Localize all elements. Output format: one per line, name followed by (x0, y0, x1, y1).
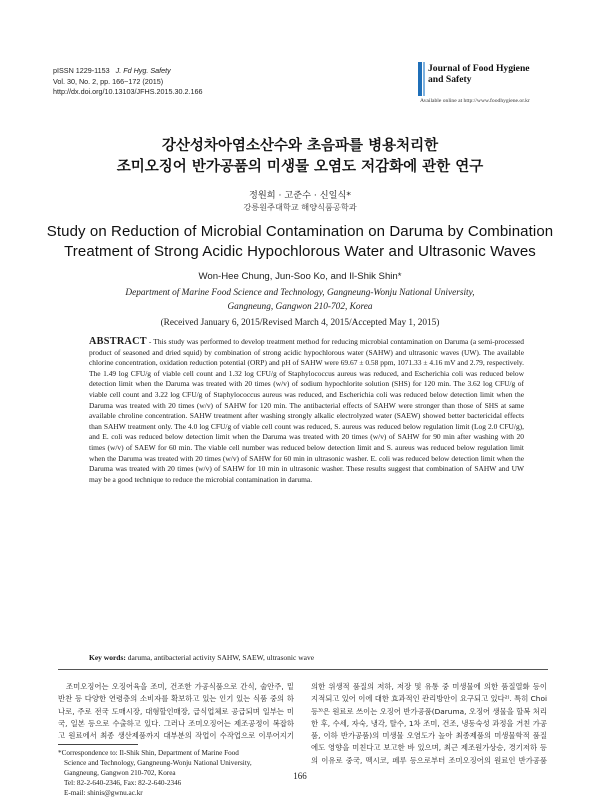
journal-logo-bar-light (423, 62, 425, 96)
journal-url[interactable]: Available online at http://www.foodhygiene.or.kr (420, 98, 530, 104)
english-affiliation-line2: Gangneung, Gangwon 210-702, Korea (227, 302, 373, 312)
journal-logo-bar (418, 62, 422, 96)
issn: pISSN 1229-1153 (53, 66, 110, 75)
body-left-column: 조미오징어는 오징어육을 조미, 건조한 가공식품으로 간식, 술안주, 밑반찬 등 다양한 연령층의 소비자를 확보하고 있는 인기 있는 식품 중의 하나로, 주로 전국 도매시장, 대형할인매장, 급식업체로 공급되며 일부는 미국, 일본 등으로 수출하고 있다. 그러나 조미오징어는 제조공정이 복잡하고 원료에서 최종 생산제품까지 대부분의 작업이 수작업으로 이루어지기 (58, 682, 294, 741)
footnote-email[interactable]: E-mail: shinis@gwnu.ac.kr (64, 789, 143, 797)
english-authors: Won-Hee Chung, Jun-Soo Ko, and Il-Shik Shin* (198, 271, 402, 282)
body-right-column: 의한 위생적 품질의 저하, 저장 및 유통 중 미생물에 의한 품질열화 등이 지적되고 있어 이에 대한 효과적인 관리방안이 요구되고 있다²⁾. 특히 Choi 등³⁾은 원료로 쓰이는 오징어 반가공품(Daruma, 오징어 생물을 할복 처리한 후, 수세, 자숙, 냉각, 탈수, 1차 조미, 건조, 냉동숙성 과정을 거친 가공품, 이하 반가공품)의 미생물 오염도가 높아 최종제품의 미생물학적 품질에도 영향을 미친다고 보고한 바 있으며, 최근 제조원가상승, 경기저하 등의 이유로 중국, 멕시코, 페루 등으로부터 조미오징어의 원료인 반가공품 (311, 682, 547, 765)
page-number: 166 (293, 771, 307, 781)
volume-line: Vol. 30, No. 2, pp. 166~172 (2015) (53, 76, 164, 86)
keywords-text: daruma, antibacterial activity SAHW, SAEW, ultrasonic wave (127, 653, 315, 662)
received-dates: (Received January 6, 2015/Revised March 4, 2015/Accepted May 1, 2015) (160, 318, 440, 328)
footnote-line: Gangneung, Gangwon 210-702, Korea (64, 769, 176, 777)
abstract-text: - This study was performed to develop treatment method for reducing microbial contamination on Daruma (a semi-processed product of seasoned and dried squid) by combination of strong acidic hypochlorous water (SAHW) and ultrasonic waves (UW). The available chlorine concentration, oxidation reduction potential (ORP) and pH of SAHW were 69.67 ± 0.58 ppm, 1071.33 ± 4.16 mV and 2.79, respectively. The 1.49 log CFU/g of viable cell count and 1.32 log CFU/g of Staphylococcus aureus was reduced, and Escherichia coli was reduced below detection limit when the Daruma was treated with 20 times (w/v) of sodium hypochlorite solution (SHS) for 120 min. The 3.62 log CFU/g of viable cell count and 3.22 log CFU/g of Staphylococcus aureus was reduced, and Escherichia coli was reduced below detection limit when the Daruma was treated with 20 times (w/v) of SAHW for 120 min. The antibacterial effects of SAHW were stronger than those of SHS at same available chroline concentration. SAHW treatment after washing strongly alkalic electrolyzed water (SAEW) showed better bactericidal effects than SAHW treatment only. The 4.0 log CFU/g of viable cell count was reduced, S. aureus was reduced below regulation limit (Log 2.0 CFU/g), and E. coli was reduced below detection limit when the Daruma was treated with 20 times (w/v) of SAHW for 90 min after washing with 20 times (w/v) of SAEW for 60 min. The viable cell number was reduced below detection limit and S. aureus was reduced below regulation limit when the Daruma was treated with 20 times (w/v) of SAHW for 60 min in ultrasonic washer. E. coli was reduced below detection limit when the Daruma was treated with 20 times (w/v) of SAHW for 10 min in ultrasonic washer. These results suggest that combination of SAHW and UW may be a good technique to reduce the microbial contamination in daruma. (89, 337, 525, 484)
correspondence-footnote (58, 744, 298, 798)
journal-abbrev: J. Fd Hyg. Safety (115, 66, 171, 75)
english-title-line2: Treatment of Strong Acidic Hypochlorous Water and Ultrasonic Waves (64, 243, 536, 260)
keywords-label: Key words: (89, 653, 126, 662)
section-divider (58, 669, 548, 670)
korean-title-line2: 조미오징어 반가공품의 미생물 오염도 저감화에 관한 연구 (116, 159, 484, 175)
english-affiliation-line1: Department of Marine Food Science and Technology, Gangneung-Wonju National University, (125, 288, 475, 298)
english-title-line1: Study on Reduction of Microbial Contamination on Daruma by Combination (46, 223, 554, 240)
footnote-line: *Correspondence to: Il-Shik Shin, Department of Marine Food (58, 749, 239, 757)
doi-link[interactable]: http://dx.doi.org/10.13103/JFHS.2015.30.2.166 (53, 87, 203, 96)
footnote-line: Science and Technology, Gangneung-Wonju National University, (64, 759, 252, 767)
korean-affiliation: 강릉원주대학교 해양식품공학과 (243, 202, 357, 212)
keywords (89, 653, 529, 662)
abstract (89, 337, 524, 485)
footnote-rule (58, 744, 138, 745)
journal-name: Journal of Food Hygiene and Safety (428, 63, 530, 85)
korean-authors: 정원희 · 고준수 · 신일식* (249, 190, 351, 201)
article-meta (53, 66, 202, 98)
footnote-line: Tel: 82-2-640-2346, Fax: 82-2-640-2346 (64, 779, 182, 787)
journal-logo (418, 62, 542, 96)
abstract-label: ABSTRACT (89, 336, 147, 347)
korean-title-line1: 강산성차아염소산수와 초음파를 병용처리한 (161, 138, 439, 154)
issn-line (53, 66, 202, 77)
